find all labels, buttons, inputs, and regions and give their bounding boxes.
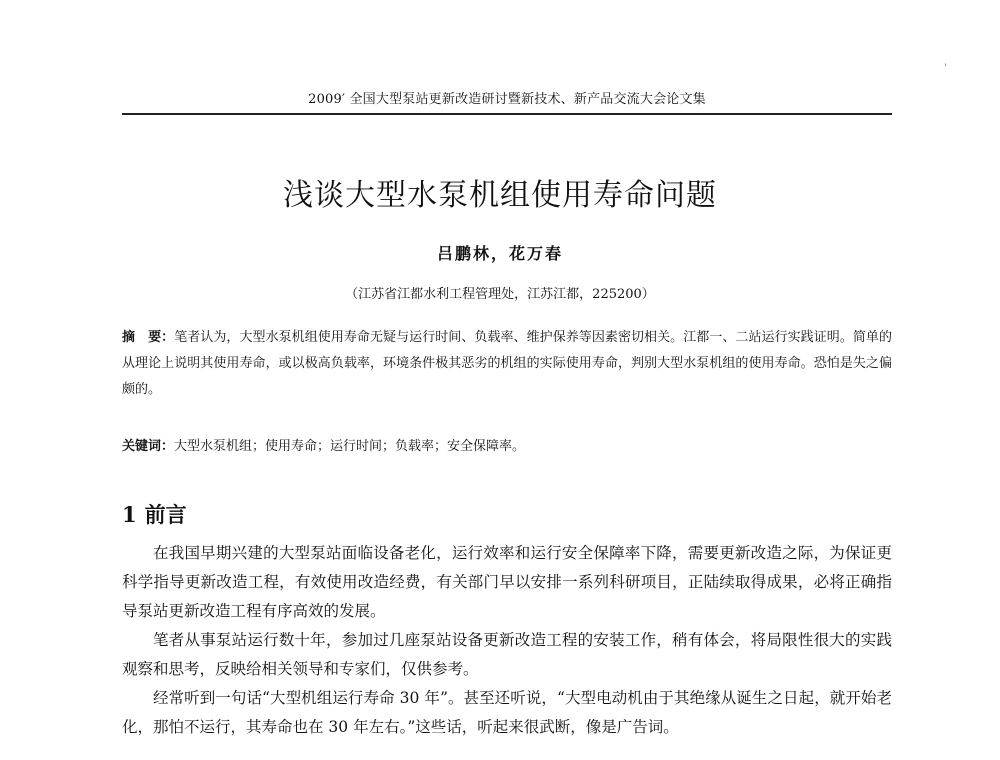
section-heading xyxy=(122,499,187,529)
abstract-label: 摘 要： xyxy=(122,330,175,345)
paragraph: 在我国早期兴建的大型泵站面临设备老化，运行效率和运行安全保障率下降，需要更新改造之际，为保证更科学指导更新改造工程，有效使用改造经费，有关部门早以安排一系列科研项目，正陆续取得成果，必将正确指导泵站更新改造工程有序高效的发展。 xyxy=(122,544,892,620)
keywords xyxy=(122,434,892,460)
running-header: 2009′ 全国大型泵站更新改造研讨暨新技术、新产品交流大会论文集 xyxy=(122,88,892,115)
section-title: 前言 xyxy=(144,502,187,527)
corner-mark: ' xyxy=(944,63,947,74)
abstract xyxy=(122,325,892,403)
authors: 吕鹏林，花万春 xyxy=(436,244,563,263)
keywords-text: 大型水泵机组；使用寿命；运行时间；负载率；安全保障率。 xyxy=(174,439,526,454)
paragraph: 笔者从事泵站运行数十年，参加过几座泵站设备更新改造工程的安装工作，稍有体会，将局限性很大的实践观察和思考，反映给相关领导和专家们，仅供参考。 xyxy=(122,631,892,678)
keywords-label: 关键词： xyxy=(122,439,175,454)
affiliation: （江苏省江都水利工程管理处，江苏江都，225200） xyxy=(345,287,655,302)
section-number: 1 xyxy=(122,502,137,527)
section-body xyxy=(122,539,892,742)
paragraph: 经常听到一句话“大型机组运行寿命 30 年”。甚至还听说，“大型电动机由于其绝缘从诞生之日起，就开始老化，那怕不运行，其寿命也在 30 年左右。”这些话，听起来很武断，像是广告词。 xyxy=(122,689,892,736)
paper-title: 浅谈大型水泵机组使用寿命问题 xyxy=(283,178,717,213)
abstract-text: 笔者认为，大型水泵机组使用寿命无疑与运行时间、负载率、维护保养等因素密切相关。江都一、二站运行实践证明。简单的从理论上说明其使用寿命，或以极高负载率，环境条件极其恶劣的机组的实际使用寿命，判别大型水泵机组的使用寿命。恐怕是失之偏颇的。 xyxy=(122,330,892,397)
